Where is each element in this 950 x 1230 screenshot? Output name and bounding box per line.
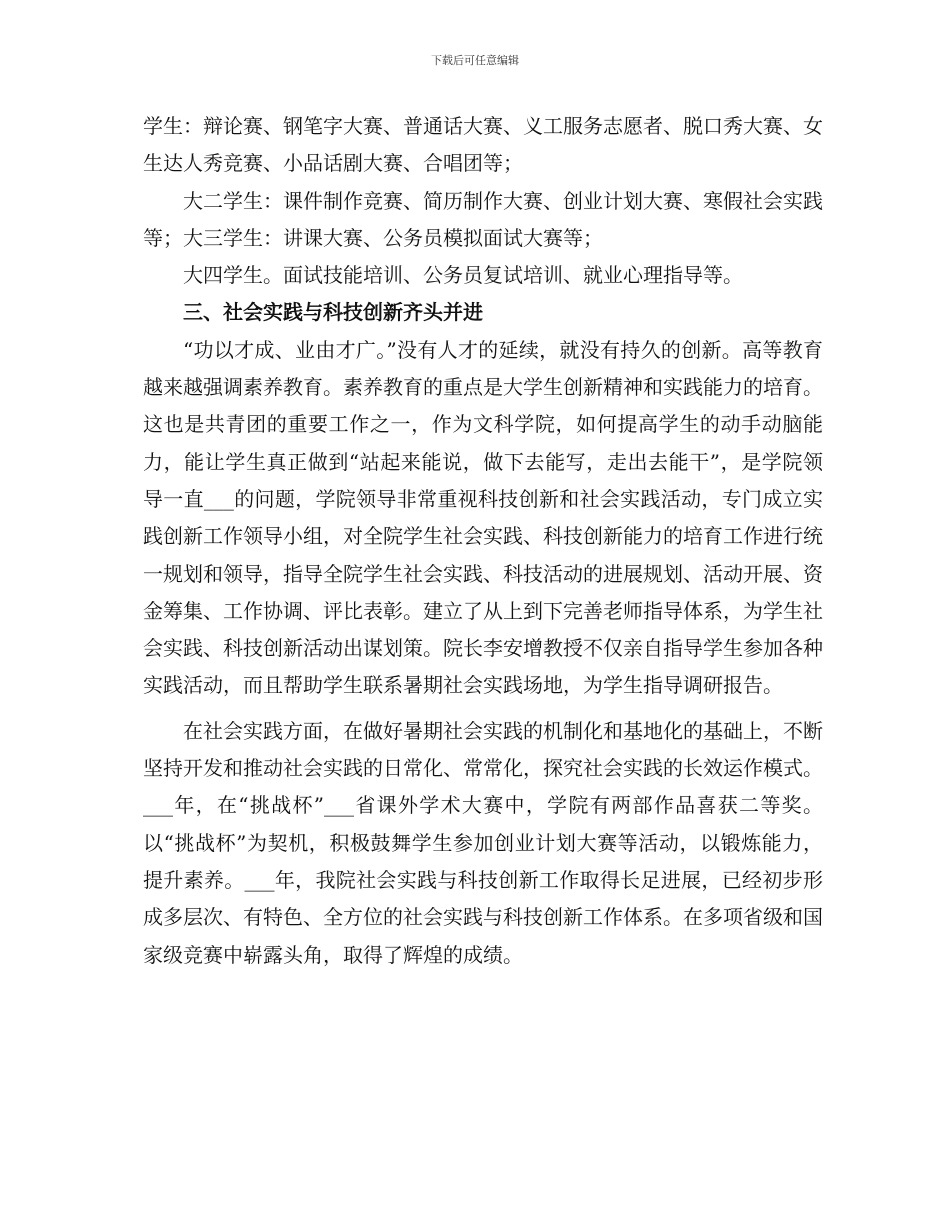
paragraph-social-practice: 在社会实践方面，在做好暑期社会实践的机制化和基地化的基础上，不断坚持开发和推动社会实践的日常化、常常化，探究社会实践的长效运作模式。___年，在“挑战杯”___省课外学术大赛中，学院有两部作品喜获二等奖。以“挑战杯”为契机，积极鼓舞学生参加创业计划大赛等活动，以锻炼能力，提升素养。___年，我院社会实践与科技创新工作取得长足进展，已经初步形成多层次、有特色、全方位的社会实践与科技创新工作体系。在多项省级和国家级竞赛中崭露头角，取得了辉煌的成绩。: [143, 718, 823, 967]
paragraph-fourth-year-activities: 大四学生。面试技能培训、公务员复试培训、就业心理指导等。: [183, 263, 743, 288]
section-heading: 三、社会实践与科技创新齐头并进: [183, 300, 483, 325]
document-body: [143, 108, 823, 974]
paragraph-innovation: “功以才成、业由才广。”没有人才的延续，就没有持久的创新。高等教育越来越强调素养教育。素养教育的重点是大学生创新精神和实践能力的培育。这也是共青团的重要工作之一，作为文科学院，如何提高学生的动手动脑能力，能让学生真正做到“站起来能说，做下去能写，走出去能干”，是学院领导一直___的问题，学院领导非常重视科技创新和社会实践活动，专门成立实践创新工作领导小组，对全院学生社会实践、科技创新能力的培育工作进行统一规划和领导，指导全院学生社会实践、科技活动的进展规划、活动开展、资金筹集、工作协调、评比表彰。建立了从上到下完善老师指导体系，为学生社会实践、科技创新活动出谋划策。院长李安增教授不仅亲自指导学生参加各种实践活动，而且帮助学生联系暑期社会实践场地，为学生指导调研报告。: [143, 337, 823, 698]
paragraph-gap: [143, 705, 823, 713]
page-header: 下载后可任意编辑: [431, 54, 519, 67]
paragraph-first-year-activities: 学生：辩论赛、钢笔字大赛、普通话大赛、义工服务志愿者、脱口秀大赛、女生达人秀竞赛、小品话剧大赛、合唱团等；: [143, 114, 823, 176]
paragraph-second-third-year-activities: 大二学生：课件制作竞赛、简历制作大赛、创业计划大赛、寒假社会实践等；大三学生：讲课大赛、公务员模拟面试大赛等；: [143, 188, 823, 250]
